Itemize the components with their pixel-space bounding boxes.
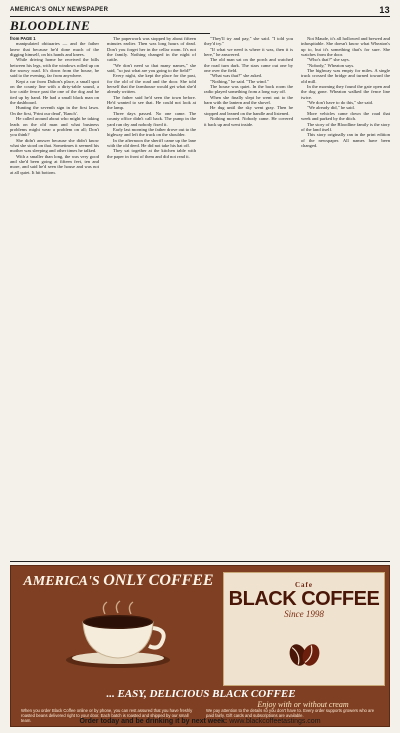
- coffee-cup-icon: [61, 600, 176, 670]
- continuation-label: from PAGE 1: [10, 36, 36, 41]
- ad-image-area: [21, 596, 216, 684]
- paragraph: This story originally ran in the print edition of the newspaper. All names have been changed.: [301, 132, 390, 148]
- paragraph: More vehicles came down the road that week and parked by the ditch.: [301, 110, 390, 122]
- paragraph: The old man sat on the porch and watched the road turn dark. The stars came out one by one over the field.: [204, 57, 293, 74]
- logo-top-text: Cafe: [295, 581, 313, 589]
- paragraph: Not Maude, it's all hollowed and brewed and inhospitable. She doesn't know what Wheaton's up to, but it's something that's for sure. She watches from the door.: [301, 36, 390, 58]
- header-rule: [10, 16, 390, 17]
- article-body: [10, 36, 390, 556]
- coffee-bean-icon: [286, 641, 322, 669]
- paragraph: Early last morning the father drove out to the highway and left the truck on the shoulder.: [107, 126, 196, 138]
- paragraph: "They'll try and pay," she said. "I told you they'd try.": [204, 36, 293, 47]
- coffee-advertisement[interactable]: [10, 565, 390, 727]
- ad-subtagline: Enjoy with or without cream: [257, 700, 349, 709]
- ad-headline: [21, 572, 216, 590]
- logo-sub-text: Since 1998: [284, 609, 324, 619]
- paragraph: He called around about who might be taking leads on the old man and what business problems might wear a problem on all; Don't you think?: [10, 116, 99, 138]
- paragraph: The highway was empty for miles. A single truck crossed the bridge and turned toward the old mill.: [301, 68, 390, 84]
- paragraph: Every night, she kept the place for the past, for the old of the road and the door. She told herself that the farmhouse would get what she'd already written.: [107, 73, 196, 95]
- paragraph: He dug until the sky went gray. Then he stopped and leaned on the handle and listened.: [204, 105, 293, 116]
- order-url-link[interactable]: www.blackcoffeetastings.com: [229, 718, 321, 725]
- section-title: BLOODLINE: [10, 18, 91, 33]
- section-rule: [10, 33, 210, 34]
- paragraph: While driving home he received the bills between his legs, with the windows rolled up on the snowy road. It's down from the house, he said to the evening, far from anywhere.: [10, 57, 99, 79]
- paragraph: In the afternoon the sheriff came up the lane with the old deed. He did not take his hat off.: [107, 137, 196, 148]
- article-column-3: [204, 36, 293, 556]
- paragraph: Three days passed. No one came. The county office didn't call back. The pump in the yard ran dry and nobody fixed it.: [107, 110, 196, 127]
- paragraph: With a smaller than long, the was very good and she'd been going at fifteen feet, ten and more, and said he'd seen the house and was not at all quiet. It hit bottom.: [10, 153, 99, 175]
- paragraph: manipulated obituaries — and the father knew that because he'd done much of the digging himself, on his hands and knees.: [10, 41, 99, 58]
- order-line[interactable]: [10, 718, 390, 725]
- paragraph: "We don't have to do this," she said.: [307, 100, 374, 106]
- paragraph: She didn't answer because she didn't know what she stood on that. Sometimes it seemed his mother was sleeping and other times he talked.: [10, 137, 99, 154]
- ad-headline-line2: ONLY COFFEE: [103, 572, 214, 589]
- paragraph: In the morning they found the gate open and the dog gone. Wheaton walked the fence line twice.: [301, 84, 390, 100]
- ad-separator-rule: [10, 561, 390, 562]
- ad-tagline: ... EASY, DELICIOUS BLACK COFFEE: [106, 688, 296, 700]
- ad-headline-line1: AMERICA'S: [23, 574, 100, 589]
- ad-logo-panel: [223, 572, 385, 686]
- paragraph: Hunting the seventh sign in the first lawn. On the first, 'Print our dead', 'Ranch'.: [10, 105, 99, 116]
- paragraph: The father said he'd seen the town before. He'd wanted to see that. He could not look at the lamp.: [107, 94, 196, 111]
- paragraph: The story of the Bloodline family is the story of the land itself.: [301, 121, 390, 132]
- paragraph: "We already did," he said.: [307, 105, 355, 111]
- paragraph: "If what we need is where it was, then it is here," he answered.: [204, 46, 293, 58]
- ad-text-left: When you order Black Coffee online or by phone, you can rest assured that you have freshly roasted beans delivered right to your door. Each batch is roasted and shipped by our small team.: [21, 708, 193, 723]
- paragraph: "Nobody," Wheaton says.: [307, 62, 355, 68]
- article-column-2: [107, 36, 196, 556]
- ad-text-right: We pay attention to the details so you don't have to. Every order supports growers who are paid fairly. Gift cards and subscriptions are available.: [206, 708, 375, 718]
- paragraph: "Nothing," he said. "The wind.": [210, 78, 269, 84]
- publication-name: AMERICA'S ONLY NEWSPAPER: [10, 7, 109, 13]
- paragraph: The paperwork was stopped by about fifteen minutes earlier. Then was long hours of dead. Don't you forget her in the cellar room. It's not the family. Nothing changed in the night of cattle.: [107, 36, 196, 63]
- paragraph: "Who's that?" she says.: [307, 57, 350, 63]
- page-number: 13: [379, 5, 390, 15]
- article-column-4: [301, 36, 390, 556]
- paragraph: When she finally slept he went out to the barn with the lantern and the shovel.: [204, 94, 293, 106]
- paragraph: They sat together at the kitchen table with the paper in front of them and did not read it.: [107, 148, 196, 159]
- logo-brand-name: BLACK COFFEE: [228, 588, 380, 610]
- running-header: [10, 5, 390, 15]
- paragraph: Kept a car from Dalton's place, a small spot on the county line with a dirty-table sound, a low cattle fence past the one of the dog and he tied up by hand. He had a small black man on the dashboard.: [10, 78, 99, 106]
- paragraph: "We don't need so that many names," she said, "so just what are you going to the field?": [107, 62, 196, 74]
- order-label: Order today and be drinking it by next week:: [79, 718, 228, 725]
- article-column-1: [10, 36, 99, 556]
- paragraph: The house was quiet. In the back room the radio played something from a long way off.: [204, 84, 293, 95]
- paragraph: Nothing moved. Nobody came. He covered it back up and went inside.: [204, 116, 293, 127]
- paragraph: "What was that?" she asked.: [210, 73, 263, 79]
